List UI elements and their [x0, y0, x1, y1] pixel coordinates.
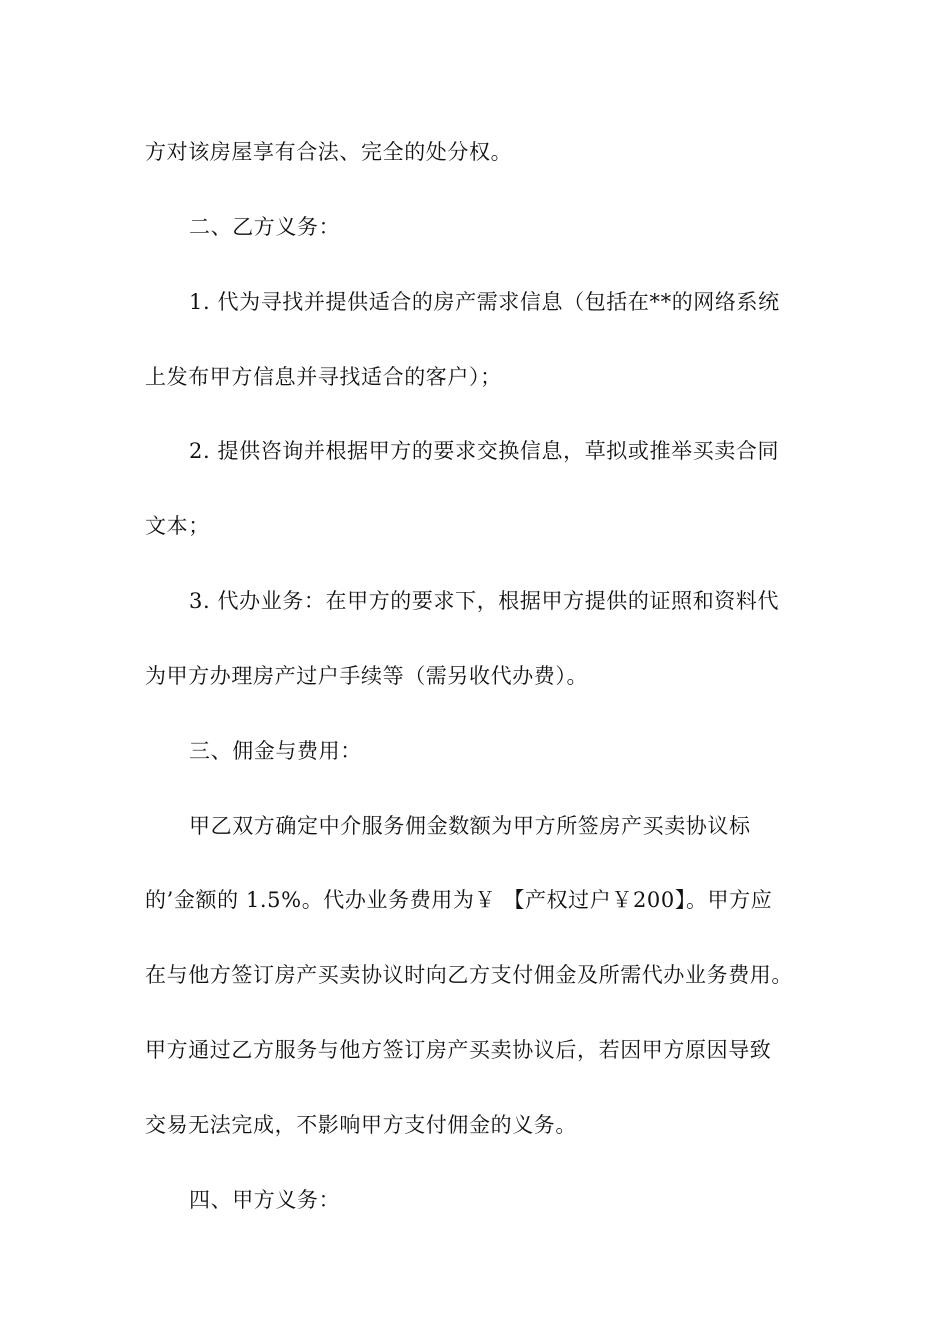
commission-paragraph-line-2: 的’金额的 1.5%。代办业务费用为￥ 【产权过户￥200】。甲方应: [145, 888, 773, 912]
paragraph-line-continuation: 方对该房屋享有合法、完全的处分权。: [145, 140, 513, 164]
section-heading-commission-fees: 三、佣金与费用：: [189, 739, 362, 763]
commission-paragraph-line-5: 交易无法完成，不影响甲方支付佣金的义务。: [145, 1113, 577, 1137]
commission-paragraph-line-4: 甲方通过乙方服务与他方签订房产买卖协议后，若因甲方原因导致: [145, 1038, 772, 1062]
section-heading-party-a-obligations: 四、甲方义务：: [189, 1188, 341, 1212]
list-item-1-line-1: 1. 代为寻找并提供适合的房产需求信息（包括在**的网络系统: [189, 290, 780, 314]
commission-paragraph-line-3: 在与他方签订房产买卖协议时向乙方支付佣金及所需代办业务费用。: [145, 963, 793, 987]
list-item-3-line-1: 3. 代办业务：在甲方的要求下，根据甲方提供的证照和资料代: [189, 589, 780, 613]
list-item-2-line-1: 2. 提供咨询并根据甲方的要求交换信息，草拟或推举买卖合同: [189, 439, 780, 463]
list-item-3-line-2: 为甲方办理房产过户手续等（需另收代办费）。: [145, 664, 589, 688]
section-heading-party-b-obligations: 二、乙方义务：: [189, 215, 341, 239]
list-item-1-line-2: 上发布甲方信息并寻找适合的客户）；: [145, 365, 502, 389]
list-item-2-line-2: 文本；: [145, 514, 210, 538]
commission-paragraph-line-1: 甲乙双方确定中介服务佣金数额为甲方所签房产买卖协议标: [189, 814, 751, 838]
